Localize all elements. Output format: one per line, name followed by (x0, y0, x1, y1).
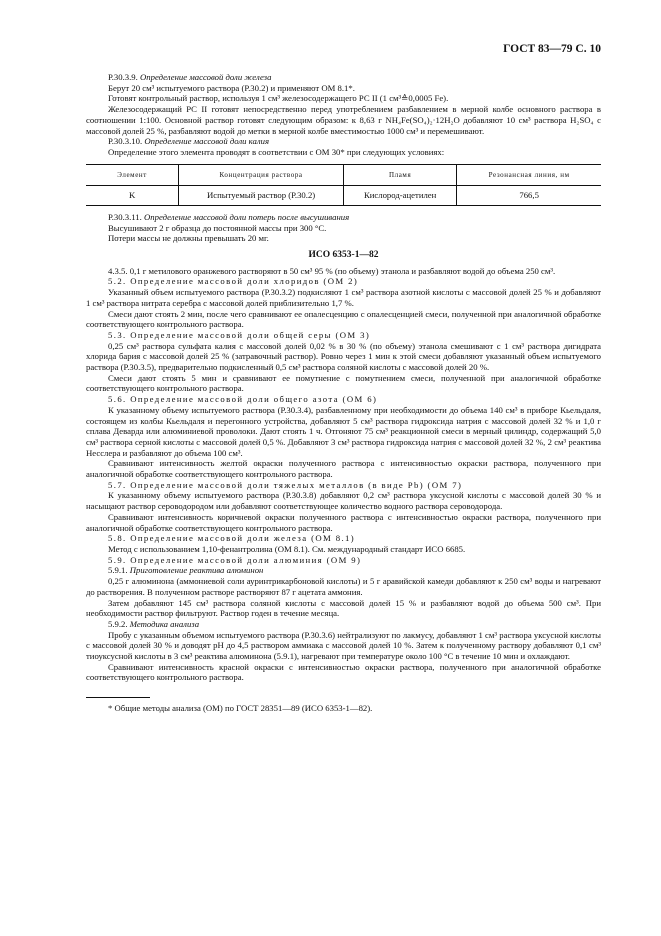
table-cell: K (86, 186, 179, 206)
footnote-divider (86, 697, 150, 698)
paragraph: Пробу с указанным объемом испытуемого раствора (Р.30.3.6) нейтрализуют по лакмусу, добавляют 1 см³ раствора уксусной кислоты с массовой долей 30 % и доводят рН до 4,5 раствором аммиака с массовой долей 10 %. Затем к полученному раствору добавляют 0,1 см³ тиоуксусной кислоты в 3 см³ реактива алюминона (5.9.1), нагревают при температуре около 100 °С в течение 10 мин и охлаждают. (86, 629, 601, 662)
paragraph: Смеси дают стоять 5 мин и сравнивают ее помутнение с помутнением смеси, полученной при аналогичной обработке соответствующего контрольного раствора. (86, 372, 601, 394)
paragraph: Готовят контрольный раствор, используя 1 см³ железосодержащего РС II (1 см³≙0,0005 Fe). (108, 93, 449, 104)
potassium-conditions-table (86, 164, 601, 206)
column-header: Резонансная линия, нм (457, 164, 601, 186)
paragraph: Железосодержащий РС II готовят непосредственно перед употреблением разбавлением в мерной колбе основного раствора в соотношении 1:100. Основной раствор готовят следующим образом: к 8,63 г NH₄Fe(SO₄)₂·12H₂O добавляют 10 см³ раствора H₂SO₄ с массовой долей 25 %, разбавляют водой до метки в мерной колбе вместимостью 1000 см³ и перемешивают. (86, 104, 601, 136)
section-heading-chlorides: 5.2. Определение массовой доли хлоридов (ОМ 2) (108, 276, 359, 287)
table-row (86, 186, 601, 206)
section-heading-iron: Р.30.3.9. Определение массовой доли железа (108, 72, 272, 82)
paragraph: Определение этого элемента проводят в соответствии с ОМ 30* при следующих условиях: (108, 146, 445, 157)
paragraph: Потери массы не должны превышать 20 мг. (108, 233, 269, 244)
paragraph: 0,25 см³ раствора сульфата калия с массовой долей 0,02 % в 30 % (по объему) этанола смешивают с 1 см³ раствора дигидрата хлорида бария с массовой долей 25 % (затравочный раствор). Ровно через 1 мин к этой смеси добавляют указанный объем испытуемого раствора (Р.30.3.5), предварительно подкисленный 0,5 см³ раствора соляной кислоты с массовой долей 20 %. (86, 340, 601, 373)
table-cell: Испытуемый раствор (Р.30.2) (179, 186, 344, 206)
section-heading-heavy-metals: 5.7. Определение массовой доли тяжелых металлов (в виде Pb) (ОМ 7) (108, 479, 463, 490)
subsection-heading-reagent: 5.9.1. Приготовление реактива алюминон (108, 565, 264, 576)
subsection-heading-method: 5.9.2. Методика анализа (108, 618, 200, 629)
paragraph: Сравнивают интенсивность красной окраски с интенсивностью окраски раствора, полученного при аналогичной обработке соответствующего контрольного раствора. (86, 661, 601, 683)
paragraph: Берут 20 см³ испытуемого раствора (Р.30.2) и применяют ОМ 8.1*. (108, 82, 355, 93)
paragraph: Указанный объем испытуемого раствора (Р.30.3.2) подкисляют 1 см³ раствора азотной кислоты с массовой долей 25 % и добавляют 1 см³ раствора нитрата серебра с массовой долей приблизительно 1,7 %. (86, 287, 601, 308)
column-header: Концентрация раствора (179, 164, 344, 186)
table-header-row (86, 164, 601, 186)
section-heading-aluminium: 5.9. Определение массовой доли алюминия (ОМ 9) (108, 554, 362, 565)
page-header: ГОСТ 83—79 С. 10 (503, 43, 601, 55)
column-header: Пламя (343, 164, 456, 186)
paragraph: Сравнивают интенсивность желтой окраски полученного раствора с интенсивностью окраски раствора, полученного при аналогичной обработке соответствующего контрольного раствора. (86, 458, 601, 480)
section-heading-sulfur: 5.3. Определение массовой доли общей серы (ОМ 3) (108, 329, 371, 340)
paragraph: Сравнивают интенсивность коричневой окраски полученного раствора с интенсивностью окраски раствора, полученного при аналогичной обработке соответствующего контрольного раствора. (86, 511, 601, 533)
paragraph: 4.3.5. 0,1 г метилового оранжевого растворяют в 50 см³ 95 % (по объему) этанола и разбавляют водой до объема 250 см³. (108, 265, 556, 276)
table-cell: Кислород-ацетилен (343, 186, 456, 206)
footnote: * Общие методы анализа (ОМ) по ГОСТ 28351—89 (ИСО 6353-1—82). (108, 703, 373, 714)
paragraph: Метод с использованием 1,10-фенантролина (ОМ 8.1). См. международный стандарт ИСО 6685. (108, 544, 466, 554)
table-cell: 766,5 (457, 186, 601, 206)
paragraph: К указанному объему испытуемого раствора (Р.30.3.4), разбавленному при необходимости до объема 140 см³ в приборе Кьельдаля, состоящем из колбы Кьельдаля и перегонного устройства, добавляют 5 см³ раствора гидроксида натрия с массовой долей 32 % и 1,0 г сплава Деварда или алюминиевой проволоки. Дают стоять 1 ч. Отгоняют 75 см³ реакционной смеси в мерный цилиндр, содержащий 5,0 см³ раствора серной кислоты с массовой долей 0,5 %. Добавляют 3 см³ раствора гидроксида натрия с массовой долей 32 %, 2 см³ реактива Несслера и разбавляют до объема 100 см³. (86, 404, 601, 458)
document-body (86, 72, 601, 714)
section-heading-loss: Р.30.3.11. Определение массовой доли потерь после высушивания (108, 211, 350, 222)
section-heading-iron-iso: 5.8. Определение массовой доли железа (ОМ 8.1) (108, 533, 356, 544)
paragraph: Высушивают 2 г образца до постоянной массы при 300 °С. (108, 222, 327, 233)
section-heading-potassium: Р.30.3.10. Определение массовой доли калия (108, 136, 270, 147)
paragraph: К указанному объему испытуемого раствора (Р.30.3.8) добавляют 0,2 см³ раствора уксусной кислоты с массовой долей 30 % и насыщают раствор сероводородом или добавляют соответствующее количество водного раствора сероводорода. (86, 490, 601, 512)
column-header: Элемент (86, 164, 179, 186)
iso-standard-title: ИСО 6353-1—82 (308, 250, 379, 261)
paragraph: Смеси дают стоять 2 мин, после чего сравнивают ее опалесценцию с опалесценцией смеси, полученной при аналогичной обработке соответствующего контрольного раствора. (86, 308, 601, 330)
section-heading-nitrogen: 5.6. Определение массовой доли общего азота (ОМ 6) (108, 394, 378, 405)
paragraph: Затем добавляют 145 см³ раствора соляной кислоты с массовой долей 15 % и разбавляют водой до объема 500 см³. При необходимости раствор фильтруют. Раствор годен в течение месяца. (86, 597, 601, 619)
paragraph: 0,25 г алюминона (аммониевой соли ауринтрикарбоновой кислоты) и 5 г аравийской камеди добавляют к 250 см³ воды и нагревают до растворения. В полученном растворе растворяют 87 г ацетата аммония. (86, 576, 601, 597)
